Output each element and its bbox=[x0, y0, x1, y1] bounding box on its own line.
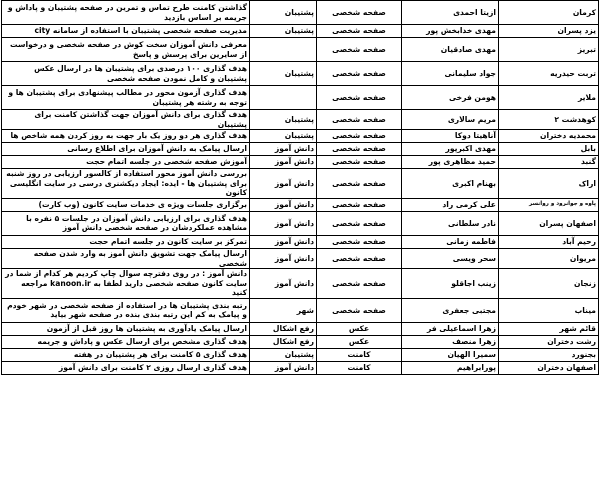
description-cell: ارسال پیامک یادآوری به پشتیبان ها روز قبل از آزمون bbox=[2, 322, 250, 335]
description-cell: هدف گذاری ارسال روزی ۲ کامنت برای دانش آموز bbox=[2, 361, 250, 374]
category-cell: عکس bbox=[317, 335, 402, 348]
category-cell: صفحه شخصی bbox=[317, 25, 402, 38]
category-cell: صفحه شخصی bbox=[317, 169, 402, 199]
description-cell: بررسی دانش آموز محور استفاده از کالسور ارزیابی در روز شنبه برای پشتیبان ها - ایده: ایجاد دیکشنری درسی در سایت انگلیسی کانون bbox=[2, 169, 250, 199]
name-cell: فاطمه زمانی bbox=[402, 235, 499, 248]
description-cell: تمرکز بر سایت کانون در جلسه اتمام حجت bbox=[2, 235, 250, 248]
name-cell: زهرا اسماعیلی فر bbox=[402, 322, 499, 335]
city-cell: یزد پسران bbox=[499, 25, 599, 38]
category-cell: صفحه شخصی bbox=[317, 143, 402, 156]
audience-cell: رفع اشکال bbox=[250, 322, 317, 335]
audience-cell: دانش آموز bbox=[250, 169, 317, 199]
city-cell: رحیم آباد bbox=[499, 235, 599, 248]
category-cell: عکس bbox=[317, 322, 402, 335]
audience-cell: دانش آموز bbox=[250, 235, 317, 248]
name-cell: بهنام اکبری bbox=[402, 169, 499, 199]
name-cell: مهدی اکبرپور bbox=[402, 143, 499, 156]
category-cell: صفحه شخصی bbox=[317, 248, 402, 268]
name-cell: زهرا منصف bbox=[402, 335, 499, 348]
table-row bbox=[2, 110, 599, 130]
audience-cell: پشتیبان bbox=[250, 25, 317, 38]
name-cell: سمیرا الهیان bbox=[402, 348, 499, 361]
city-cell: میناب bbox=[499, 298, 599, 322]
category-cell: صفحه شخصی bbox=[317, 62, 402, 86]
name-cell: ازیتا احمدی bbox=[402, 1, 499, 25]
table-row bbox=[2, 335, 599, 348]
description-cell: هدف گذاری ۱۰۰ درصدی برای پشتیبان ها در ارسال عکس پشتیبان و کامل نمودن صفحه شخصی bbox=[2, 62, 250, 86]
description-cell: آموزش صفحه شخصی در جلسه اتمام حجت bbox=[2, 156, 250, 169]
audience-cell: دانش آموز bbox=[250, 361, 317, 374]
city-cell: قائم شهر bbox=[499, 322, 599, 335]
city-cell: محمدیه دختران bbox=[499, 130, 599, 143]
description-cell: ارسال پیامک جهت تشویق دانش آموز به وارد شدن صفحه شخصی bbox=[2, 248, 250, 268]
table-row bbox=[2, 38, 599, 62]
name-cell: زینب اجاقلو bbox=[402, 269, 499, 299]
table-row bbox=[2, 322, 599, 335]
audience-cell: دانش آموز bbox=[250, 248, 317, 268]
name-cell: هومن فرخی bbox=[402, 86, 499, 110]
category-cell: صفحه شخصی bbox=[317, 1, 402, 25]
city-cell: اراک bbox=[499, 169, 599, 199]
audience-cell: شهر bbox=[250, 298, 317, 322]
description-cell: معرفی دانش آموزان سخت کوش در صفحه شخصی و درخواست از سایرین برای پرسش و پاسخ bbox=[2, 38, 250, 62]
audience-cell: دانش آموز bbox=[250, 198, 317, 211]
city-cell: ملایر bbox=[499, 86, 599, 110]
audience-cell: پشتیبان bbox=[250, 348, 317, 361]
table-row bbox=[2, 235, 599, 248]
table-row bbox=[2, 86, 599, 110]
table-row bbox=[2, 248, 599, 268]
audience-cell bbox=[250, 86, 317, 110]
table-row bbox=[2, 143, 599, 156]
category-cell: صفحه شخصی bbox=[317, 198, 402, 211]
description-cell: رتبه بندی پشتیبان ها در استفاده از صفحه شخصی در شهر خودم و پیامک به کم این رتبه بندی بنده در صفحه شهر بیاید bbox=[2, 298, 250, 322]
name-cell: پورابراهیم bbox=[402, 361, 499, 374]
table-row bbox=[2, 62, 599, 86]
name-cell: جواد سلیمانی bbox=[402, 62, 499, 86]
table-row bbox=[2, 1, 599, 25]
category-cell: کامنت bbox=[317, 348, 402, 361]
name-cell: سحر ویسی bbox=[402, 248, 499, 268]
description-cell: دانش آموز : در روی دفترچه سوال چاپ کردیم هر کدام از شما در سایت کانون صفحه شخصی دارید لطفا به kanoon.ir مراجعه کنید bbox=[2, 269, 250, 299]
category-cell: صفحه شخصی bbox=[317, 156, 402, 169]
city-cell: بجنورد bbox=[499, 348, 599, 361]
table-row bbox=[2, 169, 599, 199]
name-cell: مهدی خدابخش پور bbox=[402, 25, 499, 38]
description-cell: هدف گذاری ۵ کامنت برای هر پشتیبان در هفته bbox=[2, 348, 250, 361]
audience-cell: پشتیبان bbox=[250, 1, 317, 25]
city-cell: تربت حیدریه bbox=[499, 62, 599, 86]
category-cell: صفحه شخصی bbox=[317, 298, 402, 322]
city-cell: کوهدشت ۲ bbox=[499, 110, 599, 130]
category-cell: صفحه شخصی bbox=[317, 110, 402, 130]
name-cell: علی کرمی راد bbox=[402, 198, 499, 211]
description-cell: هدف گذاری برای ارزیابی دانش آموزان در جلسات ۵ نفره با مشاهده عملکردشان در صفحه شخصی دانش آموز bbox=[2, 211, 250, 235]
audience-cell: دانش آموز bbox=[250, 156, 317, 169]
name-cell: آناهیتا دوکا bbox=[402, 130, 499, 143]
audience-cell: رفع اشکال bbox=[250, 335, 317, 348]
category-cell: صفحه شخصی bbox=[317, 235, 402, 248]
audience-cell bbox=[250, 38, 317, 62]
table-row bbox=[2, 130, 599, 143]
table-row bbox=[2, 211, 599, 235]
table-row bbox=[2, 156, 599, 169]
table-row bbox=[2, 269, 599, 299]
table-row bbox=[2, 348, 599, 361]
audience-cell: دانش آموز bbox=[250, 143, 317, 156]
city-cell: پاوه و جوانرود و روانسر bbox=[499, 198, 599, 211]
audience-cell: دانش آموز bbox=[250, 269, 317, 299]
description-cell: هدف گذاری هر دو روز یک بار جهت به روز کردن همه شاخص ها bbox=[2, 130, 250, 143]
description-cell: هدف گذاری برای دانش آموزان جهت گذاشتن کامنت برای پشتیبان bbox=[2, 110, 250, 130]
description-cell: برگزاری جلسات ویژه ی خدمات سایت کانون (وب کارت) bbox=[2, 198, 250, 211]
table-body bbox=[2, 1, 599, 375]
city-cell: کرمان bbox=[499, 1, 599, 25]
table-row bbox=[2, 361, 599, 374]
audience-cell: پشتیبان bbox=[250, 62, 317, 86]
description-cell: ارسال پیامک به دانش آموزان برای اطلاع رسانی bbox=[2, 143, 250, 156]
city-cell: اصفهان پسران bbox=[499, 211, 599, 235]
category-cell: صفحه شخصی bbox=[317, 211, 402, 235]
table-row bbox=[2, 298, 599, 322]
description-cell: هدف گذاری آزمون محور در مطالب پیشنهادی برای پشتیبان ها و توجه به رشته هر پشتیبان bbox=[2, 86, 250, 110]
category-cell: کامنت bbox=[317, 361, 402, 374]
category-cell: صفحه شخصی bbox=[317, 86, 402, 110]
suggestions-table bbox=[1, 0, 599, 375]
city-cell: بابل bbox=[499, 143, 599, 156]
description-cell: هدف گذاری مشخص برای ارسال عکس و پاداش و جریمه bbox=[2, 335, 250, 348]
name-cell: مهدی صادقیان bbox=[402, 38, 499, 62]
description-cell: مدیریت صفحه شخصی پشتیبان با استفاده از سامانه city bbox=[2, 25, 250, 38]
name-cell: نادر سلطانی bbox=[402, 211, 499, 235]
category-cell: صفحه شخصی bbox=[317, 269, 402, 299]
name-cell: حمید مظاهری پور bbox=[402, 156, 499, 169]
table-row bbox=[2, 25, 599, 38]
audience-cell: پشتیبان bbox=[250, 130, 317, 143]
description-cell: گذاشتن کامنت طرح تماس و تمرین در صفحه پشتیبان و پاداش و جریمه بر اساس بازدید bbox=[2, 1, 250, 25]
audience-cell: پشتیبان bbox=[250, 110, 317, 130]
city-cell: مریوان bbox=[499, 248, 599, 268]
city-cell: زنجان bbox=[499, 269, 599, 299]
audience-cell: دانش آموز bbox=[250, 211, 317, 235]
category-cell: صفحه شخصی bbox=[317, 38, 402, 62]
city-cell: رشت دختران bbox=[499, 335, 599, 348]
city-cell: اصفهان دختران bbox=[499, 361, 599, 374]
city-cell: گنبد bbox=[499, 156, 599, 169]
name-cell: مریم سالاری bbox=[402, 110, 499, 130]
city-cell: تبریز bbox=[499, 38, 599, 62]
name-cell: مجتبی جعفری bbox=[402, 298, 499, 322]
category-cell: صفحه شخصی bbox=[317, 130, 402, 143]
table-row bbox=[2, 198, 599, 211]
